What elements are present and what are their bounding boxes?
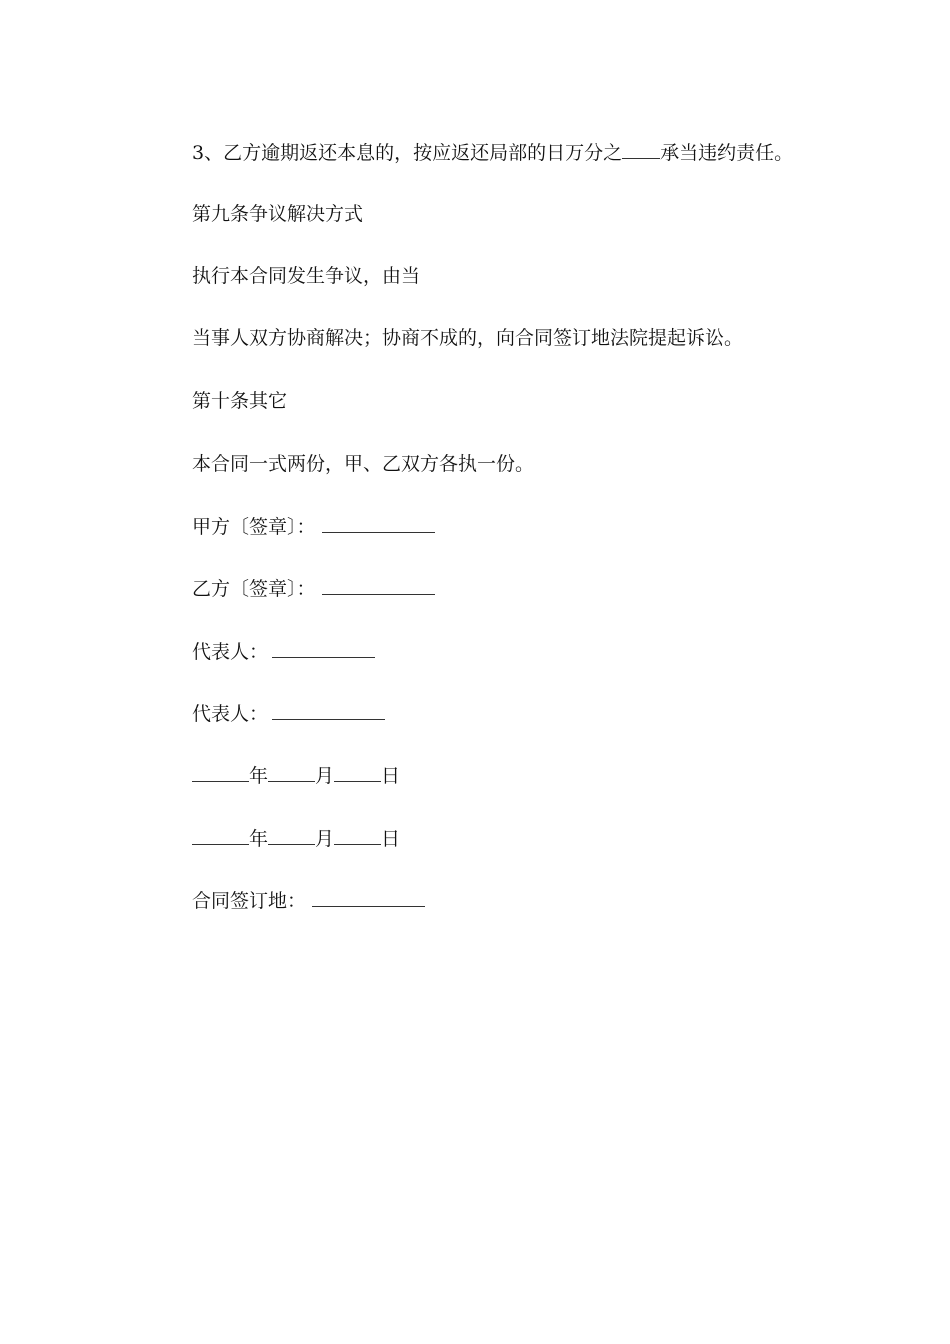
place-label: 合同签订地： — [192, 890, 307, 912]
party-b-signature-row — [192, 576, 435, 601]
month-blank[interactable] — [268, 826, 315, 845]
year-blank[interactable] — [192, 763, 249, 782]
representative-row-1 — [192, 639, 375, 664]
rep2-label: 代表人： — [192, 703, 269, 725]
place-blank[interactable] — [312, 888, 425, 907]
day-blank[interactable] — [334, 763, 381, 782]
clause9-line2: 当事人双方协商解决；协商不成的，向合同签订地法院提起诉讼。 — [192, 327, 744, 349]
rep1-label: 代表人： — [192, 641, 269, 663]
representative-row-2 — [192, 701, 385, 726]
party-a-signature-blank[interactable] — [322, 514, 435, 533]
day-blank[interactable] — [334, 826, 381, 845]
clause9-heading: 第九条争议解决方式 — [192, 203, 364, 225]
date-row-1 — [192, 763, 400, 788]
party-a-label: 甲方〔签章〕： — [192, 516, 316, 538]
day-label: 日 — [381, 765, 401, 787]
month-label: 月 — [315, 765, 335, 787]
clause9-line1: 执行本合同发生争议，由当 — [192, 265, 421, 287]
party-b-signature-blank[interactable] — [322, 576, 435, 595]
clause10-line1: 本合同一式两份，甲、乙双方各执一份。 — [192, 453, 535, 475]
item3-text-b: 承当违约责任。 — [660, 142, 794, 164]
rate-blank[interactable] — [622, 140, 660, 159]
day-label: 日 — [381, 828, 401, 850]
rep1-blank[interactable] — [272, 639, 375, 658]
year-label: 年 — [249, 828, 269, 850]
clause10-heading: 第十条其它 — [192, 390, 288, 412]
month-blank[interactable] — [268, 763, 315, 782]
clause8-item3 — [192, 140, 793, 165]
party-b-label: 乙方〔签章〕： — [192, 578, 316, 600]
month-label: 月 — [315, 828, 335, 850]
year-label: 年 — [249, 765, 269, 787]
signing-place-row — [192, 888, 425, 913]
item3-text-a: 、乙方逾期返还本息的，按应返还局部的日万分之 — [204, 142, 623, 164]
item-number: 3 — [192, 142, 205, 164]
party-a-signature-row — [192, 514, 435, 539]
rep2-blank[interactable] — [272, 701, 385, 720]
year-blank[interactable] — [192, 826, 249, 845]
date-row-2 — [192, 826, 400, 851]
